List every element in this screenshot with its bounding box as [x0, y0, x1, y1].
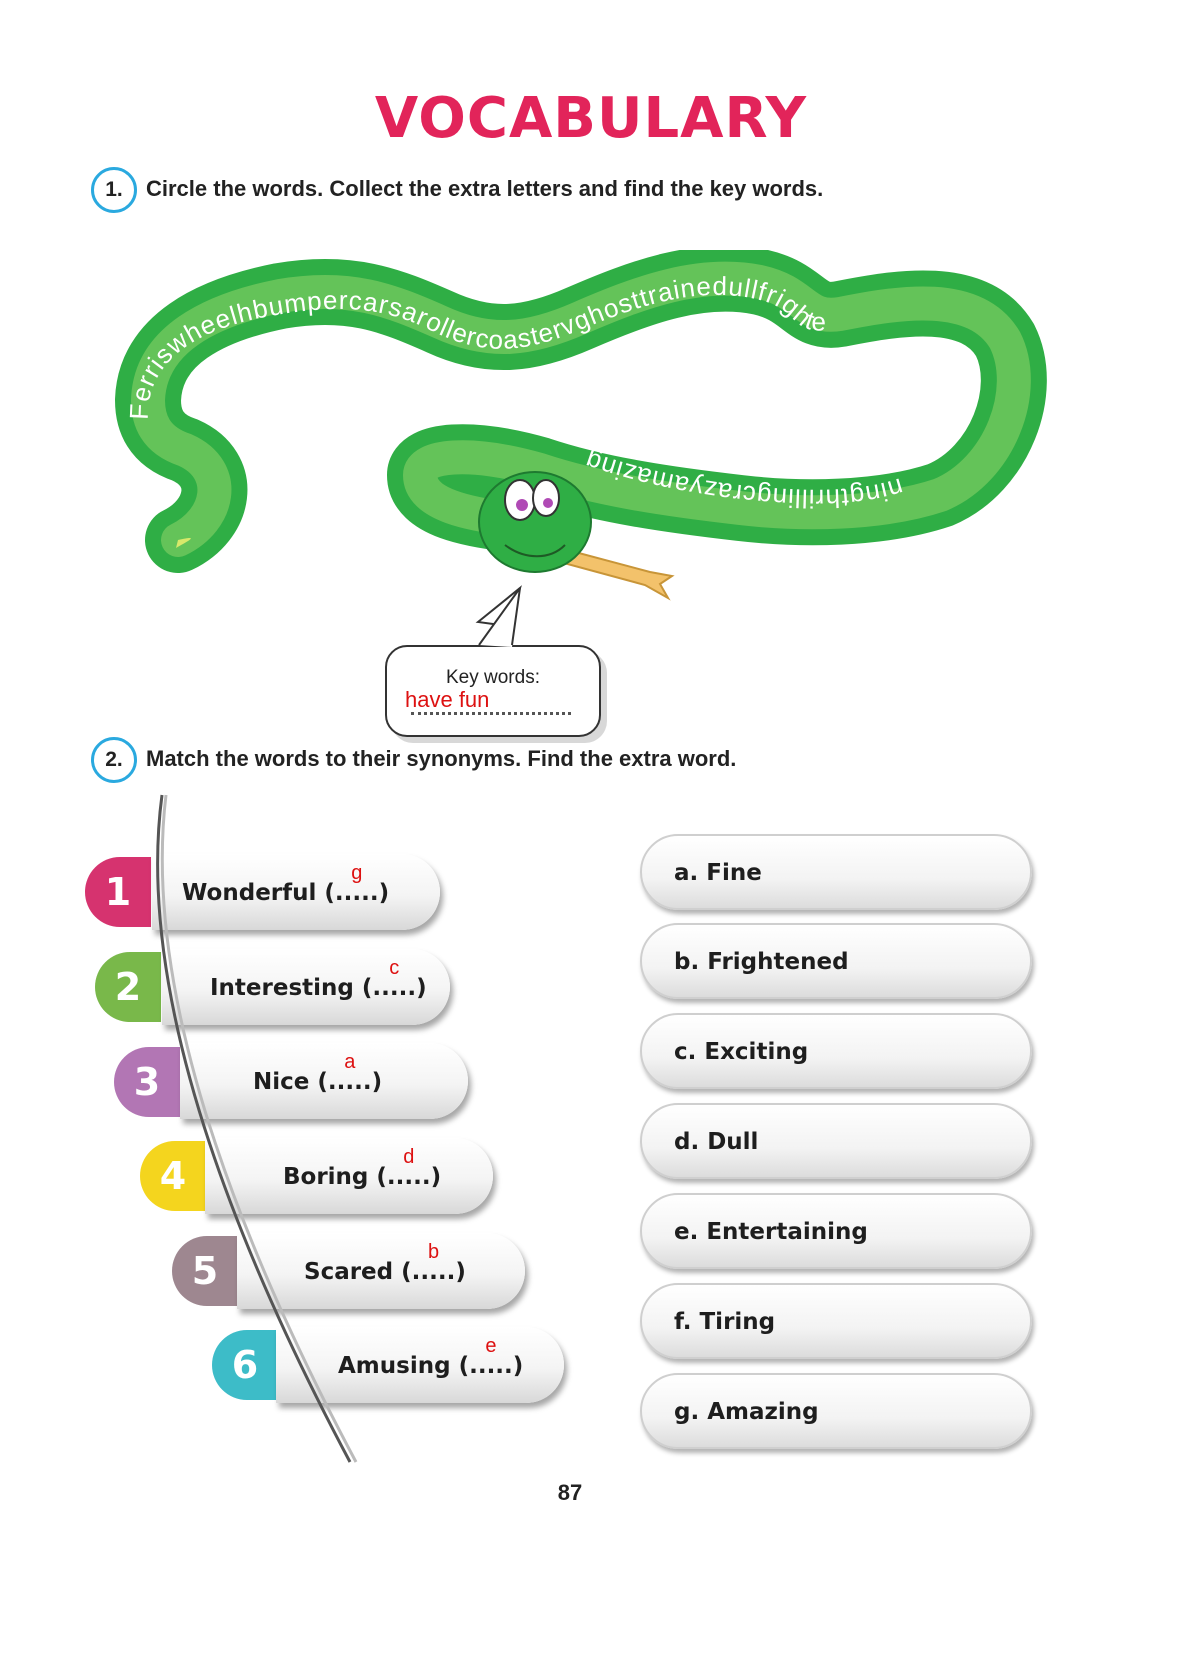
answer-letter: b	[427, 1241, 440, 1263]
key-words-label: Key words:	[446, 667, 540, 688]
exercise-2-number: 2.	[91, 737, 137, 783]
answer-letter: d	[403, 1146, 415, 1168]
exercise-2-instruction: Match the words to their synonyms. Find the extra word.	[146, 746, 737, 771]
svg-text:ningthrillingcrazyamazing: ningthrillingcrazyamazing	[580, 445, 907, 514]
answer-line	[411, 712, 571, 715]
page-number: 87	[557, 1480, 583, 1505]
answer-letter: g	[351, 862, 363, 884]
key-words-answer: have fun	[405, 687, 490, 712]
answer-blank[interactable]: (.....)	[317, 1069, 383, 1095]
badge-1: 1	[85, 857, 151, 927]
left-word: Nice	[253, 1069, 310, 1095]
answer-letter: a	[344, 1051, 356, 1073]
badge-5: 5	[172, 1236, 238, 1306]
left-word: Boring	[283, 1164, 369, 1190]
badge-6: 6	[212, 1330, 278, 1400]
badge-3: 3	[114, 1047, 180, 1117]
answer-blank[interactable]: (.....)	[324, 880, 390, 906]
left-word: Scared	[304, 1259, 394, 1285]
exercise-1-instruction: Circle the words. Collect the extra letters and find the key words.	[146, 176, 824, 201]
left-word: Amusing	[338, 1353, 451, 1379]
right-item-c: c. Exciting	[640, 1013, 1032, 1089]
right-item-a: a. Fine	[640, 834, 1032, 910]
svg-text:Ferriswheelhbumpercarsarollerc: Ferriswheelhbumpercarsarollercoastervghosttrainedullfrighte	[123, 270, 828, 421]
badge-4: 4	[140, 1141, 206, 1211]
answer-blank[interactable]: (.....)	[401, 1259, 466, 1285]
right-item-d: d. Dull	[640, 1103, 1032, 1179]
right-item-g: g. Amazing	[640, 1373, 1032, 1449]
right-item-f: f. Tiring	[640, 1283, 1032, 1359]
decorative-curve	[0, 0, 400, 1480]
answer-blank[interactable]: (.....)	[458, 1353, 524, 1379]
answer-letter: c	[389, 957, 400, 979]
page-title: VOCABULARY	[374, 86, 808, 151]
answer-blank[interactable]: (.....)	[361, 975, 427, 1001]
answer-blank[interactable]: (.....)	[376, 1164, 442, 1190]
badge-2: 2	[95, 952, 161, 1022]
left-word: Wonderful	[182, 880, 317, 906]
answer-letter: e	[485, 1335, 497, 1357]
right-item-e: e. Entertaining	[640, 1193, 1032, 1269]
exercise-1-number: 1.	[91, 167, 137, 213]
right-item-b: b. Frightened	[640, 923, 1032, 999]
left-word: Interesting	[210, 975, 354, 1001]
